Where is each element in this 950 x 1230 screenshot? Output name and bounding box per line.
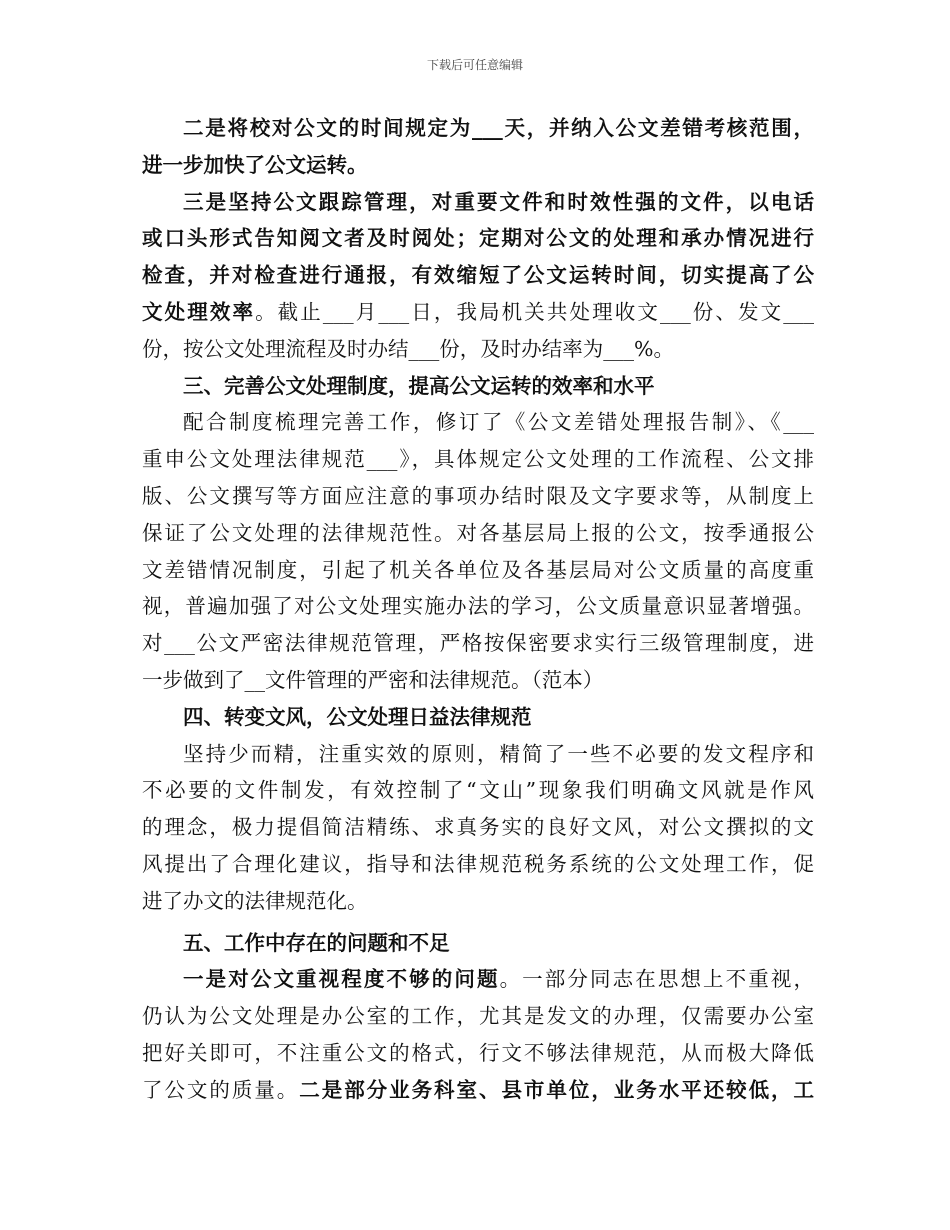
- text-segment: 。截止___月___日，我局机关共处理收文___份、发文___: [255, 299, 815, 324]
- text-line: 保证了公文处理的法律规范性。对各基层局上报的公文，按季通报公: [142, 520, 814, 545]
- page-header-note: 下载后可任意编辑: [426, 58, 523, 72]
- text-line: [142, 961, 814, 998]
- text-line: 的理念，极力提倡简洁精练、求真务实的良好文风，对公文撰拟的文: [142, 815, 814, 840]
- text-segment: 一是对公文重视程度不够的问题: [183, 967, 500, 992]
- text-line: 或口头形式告知阅文者及时阅处；定期对公文的处理和承办情况进行: [142, 226, 814, 251]
- text-line: 视，普遍加强了对公文处理实施办法的学习，公文质量意识显著增强。: [142, 594, 814, 619]
- document-body: [142, 110, 814, 1109]
- text-line: [142, 294, 814, 331]
- text-segment: 二是部分业务科室、县市单位，业务水平还较低，工: [299, 1077, 815, 1102]
- text-line: 三是坚持公文跟踪管理，对重要文件和时效性强的文件，以电话: [183, 189, 814, 214]
- text-line: 二是将校对公文的时间规定为___天，并纳入公文差错考核范围，: [183, 116, 814, 140]
- text-segment: 了公文的质量。: [142, 1077, 300, 1102]
- text-segment: 文处理效率: [142, 299, 256, 324]
- text-line: 进了办文的法律规范化。: [142, 888, 368, 913]
- text-line: 风提出了合理化建议，指导和法律规范税务系统的公文处理工作，促: [142, 851, 814, 876]
- text-line: 版、公文撰写等方面应注意的事项办结时限及文字要求等，从制度上: [142, 483, 814, 508]
- text-line: 三、完善公文处理制度，提高公文运转的效率和水平: [183, 373, 655, 398]
- text-line: 进一步加快了公文运转。: [142, 152, 368, 177]
- text-line: 四、转变文风，公文处理日益法律规范: [183, 704, 532, 729]
- text-line: 重申公文处理法律规范___》，具体规定公文处理的工作流程、公文排: [142, 447, 814, 472]
- text-line: 五、工作中存在的问题和不足: [183, 930, 450, 955]
- text-line: [142, 1072, 814, 1109]
- text-line: 把好关即可，不注重公文的格式，行文不够法律规范，从而极大降低: [142, 1040, 814, 1065]
- text-line: 检查，并对检查进行通报，有效缩短了公文运转时间，切实提高了公: [142, 263, 814, 288]
- text-line: 份，按公文处理流程及时办结___份，及时办结率为___%。: [142, 336, 674, 361]
- text-line: 对___公文严密法律规范管理，严格按保密要求实行三级管理制度，进: [142, 631, 814, 656]
- text-line: 配合制度梳理完善工作，修订了《公文差错处理报告制》、《___: [183, 410, 814, 435]
- text-line: 一步做到了__文件管理的严密和法律规范。（范本）: [142, 667, 604, 692]
- text-line: 仍认为公文处理是办公室的工作，尤其是发文的办理，仅需要办公室: [142, 1004, 814, 1029]
- text-line: 坚持少而精，注重实效的原则，精简了一些不必要的发文程序和: [183, 741, 814, 766]
- text-segment: 。一部分同志在思想上不重视，: [499, 967, 815, 992]
- text-line: 文差错情况制度，引起了机关各单位及各基层局对公文质量的高度重: [142, 557, 814, 582]
- text-line: 不必要的文件制发，有效控制了“文山”现象我们明确文风就是作风: [142, 778, 814, 803]
